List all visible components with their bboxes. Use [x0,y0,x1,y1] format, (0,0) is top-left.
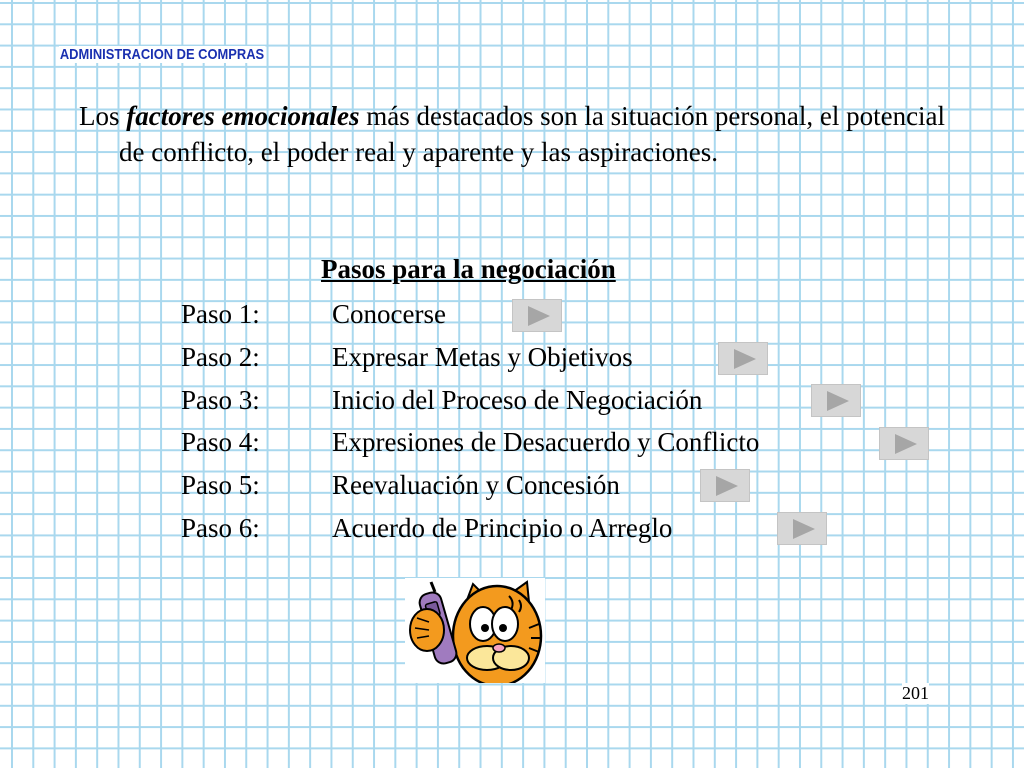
intro-rest: más destacados son la situación personal, el potencial de conflicto, el poder real y aparente y las aspiraciones. [119,101,946,167]
step-name: Conocerse [332,299,446,329]
step-name: Reevaluación y Concesión [332,470,620,500]
step-label: Paso 6: [181,513,260,543]
play-icon [793,519,815,539]
step-3-play-button[interactable] [811,384,861,417]
step-label: Paso 4: [181,427,260,457]
garfield-phone-illustration [405,578,545,683]
step-name: Inicio del Proceso de Negociación [332,385,703,415]
play-icon [716,476,738,496]
section-title: Pasos para la negociación [321,254,616,284]
intro-paragraph [79,98,969,170]
step-6-play-button[interactable] [777,512,827,545]
step-2-play-button[interactable] [718,342,768,375]
play-icon [827,391,849,411]
play-icon [895,434,917,454]
step-label: Paso 1: [181,299,260,329]
step-4-play-button[interactable] [879,427,929,460]
step-name: Acuerdo de Principio o Arreglo [332,513,673,543]
play-icon [734,349,756,369]
play-icon [528,306,550,326]
step-label: Paso 2: [181,342,260,372]
page-number: 201 [902,683,929,703]
intro-emphasis: factores emocionales [126,101,360,131]
step-1-play-button[interactable] [512,299,562,332]
step-name: Expresar Metas y Objetivos [332,342,633,372]
step-name: Expresiones de Desacuerdo y Conflicto [332,427,760,457]
step-label: Paso 3: [181,385,260,415]
step-5-play-button[interactable] [700,469,750,502]
intro-lead: Los [79,101,127,131]
step-label: Paso 5: [181,470,260,500]
slide-header: ADMINISTRACION DE COMPRAS [59,46,265,63]
